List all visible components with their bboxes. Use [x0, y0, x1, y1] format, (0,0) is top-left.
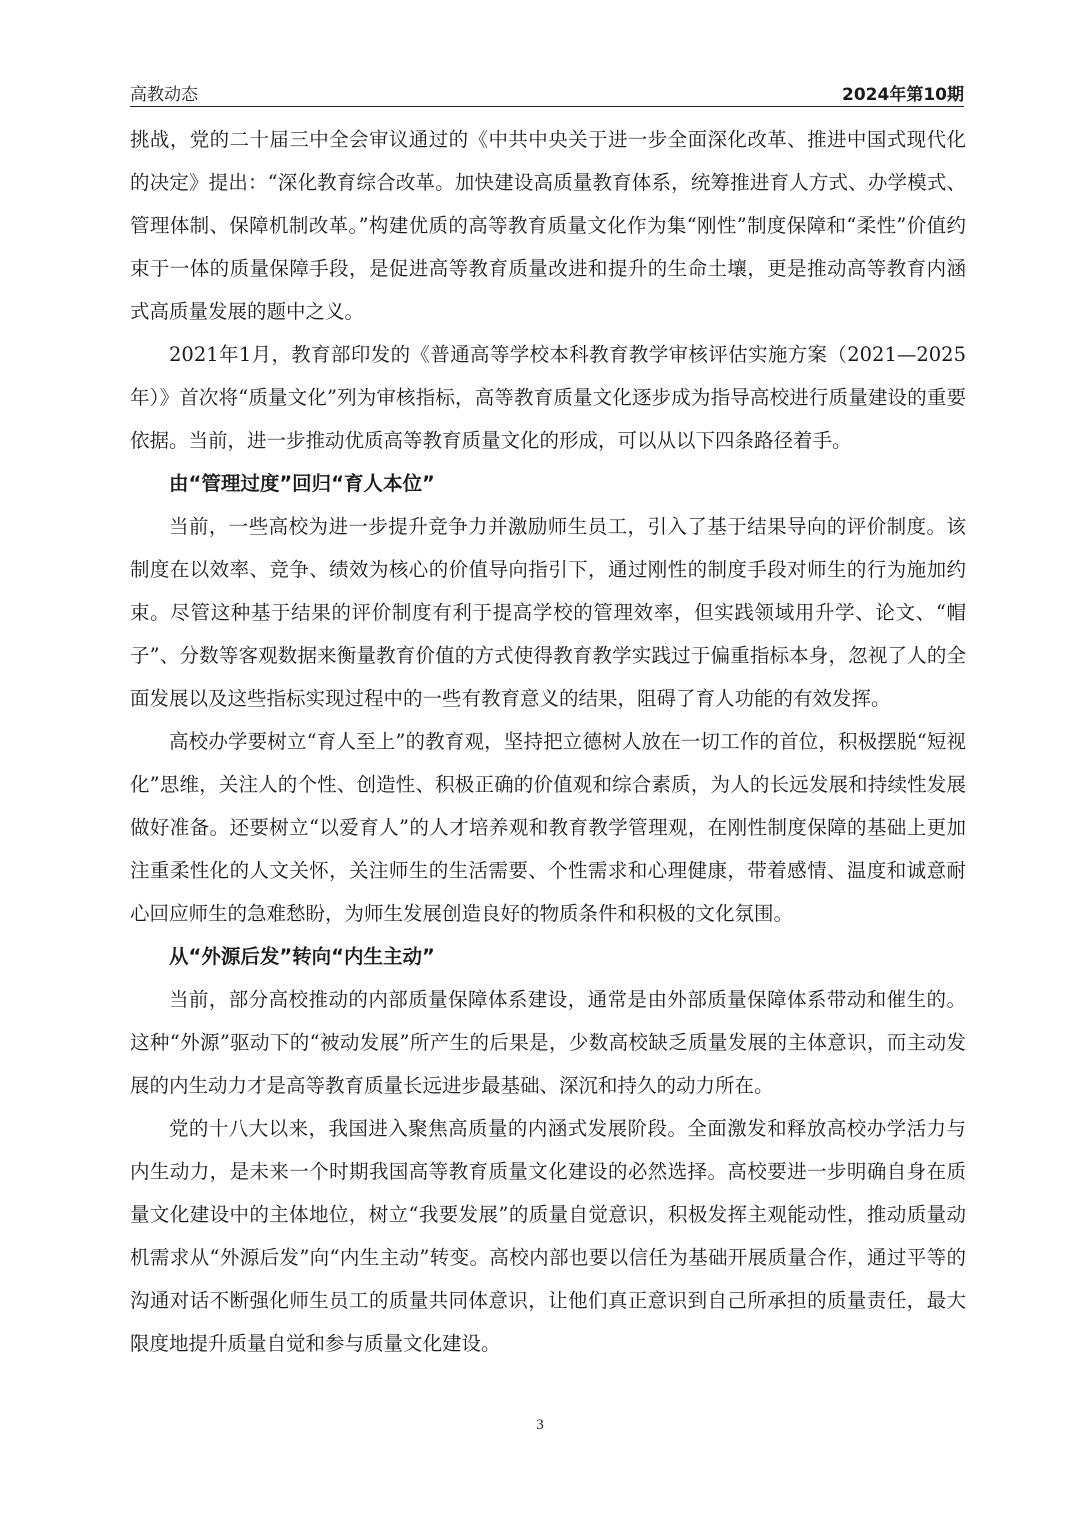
article-body — [130, 118, 966, 1365]
paragraph-6: 党的十八大以来，我国进入聚焦高质量的内涵式发展阶段。全面激发和释放高校办学活力与内生动力，是未来一个时期我国高等教育质量文化建设的必然选择。高校要进一步明确自身在质量文化建设中的主体地位，树立“我要发展”的质量自觉意识，积极发挥主观能动性，推动质量动机需求从“外源后发”向“内生主动”转变。高校内部也要以信任为基础开展质量合作，通过平等的沟通对话不断强化师生员工的质量共同体意识，让他们真正意识到自己所承担的质量责任，最大限度地提升质量自觉和参与质量文化建设。 — [130, 1117, 966, 1355]
paragraph-1: 挑战，党的二十届三中全会审议通过的《中共中央关于进一步全面深化改革、推进中国式现代化的决定》提出：“深化教育综合改革。加快建设高质量教育体系，统筹推进育人方式、办学模式、管理体制、保障机制改革。”构建优质的高等教育质量文化作为集“刚性”制度保障和“柔性”价值约束于一体的质量保障手段，是促进高等教育质量改进和提升的生命土壤，更是推动高等教育内涵式高质量发展的题中之义。 — [130, 128, 966, 323]
running-header — [130, 76, 964, 106]
paragraph-4: 高校办学要树立“育人至上”的教育观，坚持把立德树人放在一切工作的首位，积极摆脱“短视化”思维，关注人的个性、创造性、积极正确的价值观和综合素质，为人的长远发展和持续性发展做好准备。还要树立“以爱育人”的人才培养观和教育教学管理观，在刚性制度保障的基础上更加注重柔性化的人文关怀，关注师生的生活需要、个性需求和心理健康，带着感情、温度和诚意耐心回应师生的急难愁盼，为师生发展创造良好的物质条件和积极的文化氛围。 — [130, 730, 966, 925]
issue-label: 2024年第10期 — [842, 85, 964, 105]
paragraph-5: 当前，部分高校推动的内部质量保障体系建设，通常是由外部质量保障体系带动和催生的。这种“外源”驱动下的“被动发展”所产生的后果是，少数高校缺乏质量发展的主体意识，而主动发展的内生动力才是高等教育质量长远进步最基础、深沉和持久的动力所在。 — [130, 988, 966, 1097]
paragraph-2: 2021年1月，教育部印发的《普通高等学校本科教育教学审核评估实施方案（2021—2025年）》首次将“质量文化”列为审核指标，高等教育质量文化逐步成为指导高校进行质量建设的重要依据。当前，进一步推动优质高等教育质量文化的形成，可以从以下四条路径着手。 — [130, 343, 966, 452]
section-heading-1: 由“管理过度”回归“育人本位” — [169, 472, 435, 495]
page-number: 3 — [536, 1417, 544, 1433]
journal-name: 高教动态 — [130, 85, 198, 105]
section-heading-2: 从“外源后发”转向“内生主动” — [169, 945, 435, 968]
paragraph-3: 当前，一些高校为进一步提升竞争力并激励师生员工，引入了基于结果导向的评价制度。该制度在以效率、竞争、绩效为核心的价值导向指引下，通过刚性的制度手段对师生的行为施加约束。尽管这种基于结果的评价制度有利于提高学校的管理效率，但实践领域用升学、论文、“帽子”、分数等客观数据来衡量教育价值的方式使得教育教学实践过于偏重指标本身，忽视了人的全面发展以及这些指标实现过程中的一些有教育意义的结果，阻碍了育人功能的有效发挥。 — [130, 515, 966, 710]
header-rule — [130, 106, 964, 107]
